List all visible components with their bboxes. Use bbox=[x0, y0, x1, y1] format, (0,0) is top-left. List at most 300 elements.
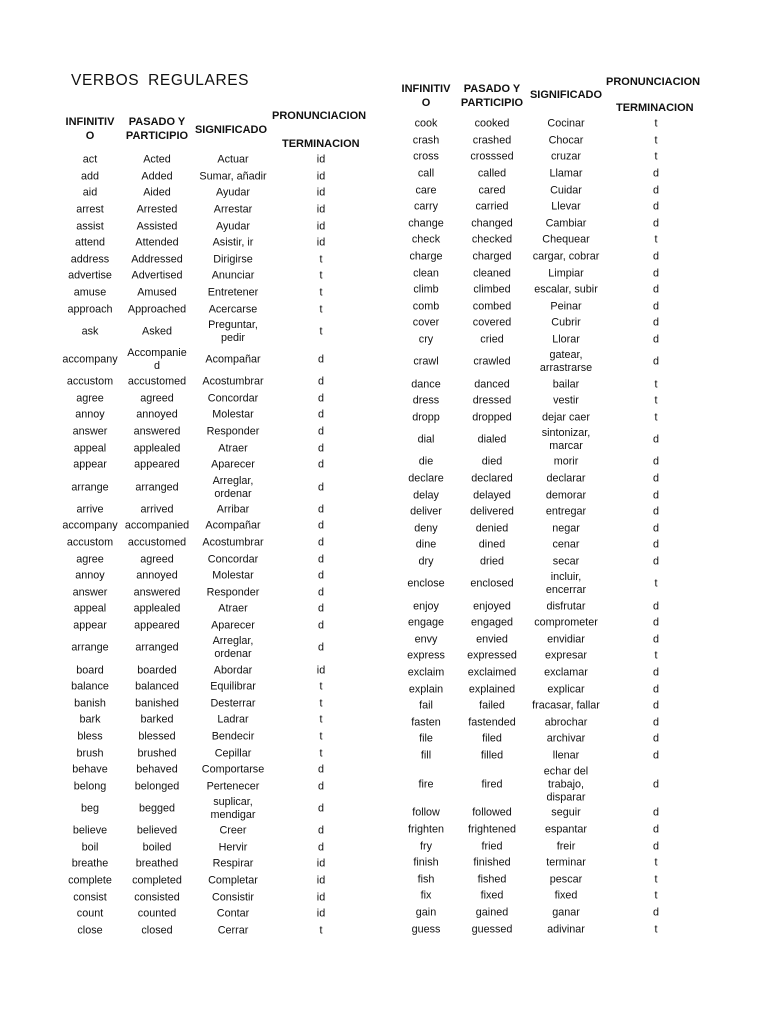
cell-infinitive: believe bbox=[72, 824, 108, 837]
cell-pronunciation: t bbox=[319, 303, 323, 316]
cell-meaning: explicar bbox=[547, 683, 585, 696]
cell-past-participle: arranged bbox=[135, 641, 179, 654]
table-row bbox=[390, 714, 768, 731]
cell-past-participle: fixed bbox=[480, 889, 504, 902]
cell-infinitive: agree bbox=[76, 392, 104, 405]
cell-meaning: disfrutar bbox=[546, 600, 586, 613]
cell-meaning: Cuidar bbox=[550, 184, 582, 197]
cell-pronunciation: t bbox=[654, 394, 658, 407]
cell-pronunciation: d bbox=[652, 716, 660, 729]
cell-infinitive: frighten bbox=[407, 823, 445, 836]
table-row bbox=[390, 471, 768, 488]
table-row bbox=[0, 502, 390, 519]
cell-infinitive: crawl bbox=[413, 355, 439, 368]
cell-pronunciation: d bbox=[652, 666, 660, 679]
cell-pronunciation: t bbox=[654, 134, 658, 147]
table-row bbox=[390, 393, 768, 410]
cell-past-participle: dressed bbox=[472, 394, 512, 407]
cell-pronunciation: d bbox=[317, 425, 325, 438]
cell-meaning: Acostumbrar bbox=[202, 536, 264, 549]
cell-meaning: Cepillar bbox=[214, 747, 252, 760]
table-row bbox=[0, 662, 390, 679]
cell-past-participle: closed bbox=[141, 924, 173, 937]
cell-meaning: cenar bbox=[552, 538, 580, 551]
cell-meaning: escalar, subir bbox=[534, 283, 598, 296]
table-row bbox=[0, 778, 390, 795]
header-meaning: SIGNIFICADO bbox=[194, 124, 268, 136]
cell-past-participle: Asked bbox=[141, 325, 173, 338]
cell-past-participle: guessed bbox=[471, 923, 513, 936]
cell-infinitive: finish bbox=[413, 856, 439, 869]
cell-past-participle: barked bbox=[140, 713, 174, 726]
table-row bbox=[0, 218, 390, 235]
cell-past-participle: fished bbox=[477, 873, 507, 886]
cell-past-participle: answered bbox=[133, 425, 181, 438]
cell-infinitive: appear bbox=[73, 619, 107, 632]
cell-past-participle: Accompanie d bbox=[127, 346, 187, 372]
table-row bbox=[0, 634, 390, 662]
table-row bbox=[390, 805, 768, 822]
table-row bbox=[390, 166, 768, 183]
cell-meaning: Aparecer bbox=[211, 458, 255, 471]
cell-past-participle: belonged bbox=[134, 780, 180, 793]
cell-meaning: Chocar bbox=[548, 134, 584, 147]
cell-meaning: Atraer bbox=[218, 602, 248, 615]
cell-meaning: seguir bbox=[551, 806, 581, 819]
cell-past-participle: cried bbox=[480, 333, 504, 346]
cell-pronunciation: d bbox=[652, 806, 660, 819]
cell-meaning: fixed bbox=[554, 889, 578, 902]
cell-meaning: Cubrir bbox=[551, 316, 581, 329]
table-row bbox=[0, 407, 390, 424]
cell-infinitive: attend bbox=[74, 236, 106, 249]
cell-past-participle: declared bbox=[471, 472, 513, 485]
cell-meaning: Pertenecer bbox=[206, 780, 260, 793]
cell-infinitive: fill bbox=[420, 749, 432, 762]
table-row bbox=[0, 169, 390, 186]
cell-meaning: Actuar bbox=[217, 153, 249, 166]
cell-infinitive: accustom bbox=[66, 375, 114, 388]
cell-infinitive: fish bbox=[417, 873, 435, 886]
cell-past-participle: fastended bbox=[468, 716, 516, 729]
cell-infinitive: accompany bbox=[62, 519, 118, 532]
cell-pronunciation: d bbox=[317, 569, 325, 582]
cell-infinitive: fire bbox=[418, 778, 434, 791]
table-row bbox=[390, 855, 768, 872]
cell-past-participle: Acted bbox=[143, 153, 171, 166]
table-row bbox=[390, 199, 768, 216]
cell-pronunciation: t bbox=[654, 577, 658, 590]
cell-pronunciation: t bbox=[319, 286, 323, 299]
cell-past-participle: appeared bbox=[134, 458, 180, 471]
cell-pronunciation: d bbox=[317, 481, 325, 493]
cell-pronunciation: t bbox=[654, 889, 658, 902]
header-ending: TERMINACION bbox=[616, 102, 694, 114]
cell-pronunciation: t bbox=[654, 923, 658, 936]
cell-infinitive: assist bbox=[76, 220, 104, 233]
cell-meaning: vestir bbox=[553, 394, 579, 407]
cell-pronunciation: t bbox=[319, 730, 323, 743]
cell-infinitive: appeal bbox=[73, 602, 107, 615]
header-ending: TERMINACION bbox=[282, 138, 360, 150]
cell-meaning: Cerrar bbox=[217, 924, 249, 937]
table-body bbox=[390, 116, 768, 938]
cell-meaning: fracasar, fallar bbox=[532, 699, 600, 712]
cell-past-participle: accompanied bbox=[124, 519, 190, 532]
cell-infinitive: check bbox=[411, 233, 441, 246]
cell-meaning: freir bbox=[556, 840, 576, 853]
table-row bbox=[390, 376, 768, 393]
table-row bbox=[0, 618, 390, 635]
cell-meaning: exclamar bbox=[544, 666, 588, 679]
cell-pronunciation: t bbox=[654, 150, 658, 163]
cell-infinitive: bark bbox=[79, 713, 101, 726]
cell-infinitive: enjoy bbox=[413, 600, 439, 613]
cell-infinitive: appeal bbox=[73, 442, 107, 455]
cell-meaning: entregar bbox=[545, 505, 587, 518]
cell-past-participle: crawled bbox=[473, 355, 511, 368]
cell-infinitive: add bbox=[80, 170, 100, 183]
table-row bbox=[390, 921, 768, 938]
cell-infinitive: act bbox=[82, 153, 98, 166]
table-row bbox=[390, 698, 768, 715]
table-row bbox=[0, 318, 390, 346]
cell-pronunciation: t bbox=[319, 713, 323, 726]
cell-past-participle: enjoyed bbox=[473, 600, 511, 613]
cell-infinitive: consist bbox=[73, 891, 107, 904]
cell-infinitive: gain bbox=[415, 906, 437, 919]
table-row bbox=[0, 601, 390, 618]
cell-past-participle: engaged bbox=[470, 616, 514, 629]
cell-infinitive: amuse bbox=[73, 286, 107, 299]
cell-past-participle: Addressed bbox=[131, 253, 183, 266]
cell-meaning: Abordar bbox=[213, 664, 253, 677]
cell-infinitive: aid bbox=[82, 186, 98, 199]
cell-infinitive: behave bbox=[72, 763, 108, 776]
cell-infinitive: dropp bbox=[412, 411, 440, 424]
cell-pronunciation: d bbox=[652, 316, 660, 329]
cell-meaning: Cocinar bbox=[547, 117, 585, 130]
cell-meaning: Anunciar bbox=[211, 269, 255, 282]
cell-meaning: terminar bbox=[546, 856, 586, 869]
cell-pronunciation: d bbox=[652, 840, 660, 853]
table-row bbox=[390, 570, 768, 598]
table-row bbox=[0, 551, 390, 568]
cell-meaning: comprometer bbox=[534, 616, 598, 629]
cell-past-participle: failed bbox=[479, 699, 505, 712]
cell-pronunciation: d bbox=[652, 823, 660, 836]
cell-meaning: echar del trabajo, disparar bbox=[543, 765, 589, 804]
cell-pronunciation: id bbox=[316, 907, 326, 920]
cell-infinitive: approach bbox=[67, 303, 113, 316]
cell-past-participle: envied bbox=[476, 633, 508, 646]
cell-meaning: Concordar bbox=[207, 553, 259, 566]
cell-past-participle: answered bbox=[133, 586, 181, 599]
table-row bbox=[390, 888, 768, 905]
cell-pronunciation: d bbox=[652, 778, 660, 791]
cell-pronunciation: d bbox=[317, 503, 325, 516]
cell-meaning: Preguntar, pedir bbox=[208, 318, 258, 344]
cell-past-participle: gained bbox=[475, 906, 509, 919]
table-row bbox=[390, 905, 768, 922]
table-row bbox=[0, 923, 390, 940]
table-row bbox=[390, 149, 768, 166]
cell-infinitive: belong bbox=[73, 780, 107, 793]
cell-past-participle: boarded bbox=[137, 664, 177, 677]
table-row bbox=[0, 440, 390, 457]
cell-meaning: Llevar bbox=[551, 200, 581, 213]
table-row bbox=[0, 285, 390, 302]
cell-pronunciation: d bbox=[652, 489, 660, 502]
cell-past-participle: died bbox=[481, 455, 503, 468]
table-row bbox=[390, 216, 768, 233]
cell-past-participle: cooked bbox=[474, 117, 510, 130]
cell-infinitive: dial bbox=[417, 433, 435, 446]
cell-pronunciation: id bbox=[316, 874, 326, 887]
cell-pronunciation: id bbox=[316, 203, 326, 216]
table-row bbox=[0, 252, 390, 269]
cell-past-participle: delayed bbox=[473, 489, 511, 502]
cell-infinitive: arrange bbox=[71, 481, 109, 493]
cell-infinitive: fry bbox=[420, 840, 432, 853]
cell-infinitive: express bbox=[407, 649, 445, 662]
cell-infinitive: complete bbox=[68, 874, 112, 887]
table-row bbox=[0, 712, 390, 729]
cell-past-participle: brushed bbox=[137, 747, 177, 760]
cell-meaning: Llamar bbox=[549, 167, 583, 180]
cell-infinitive: file bbox=[419, 732, 433, 745]
cell-past-participle: frightened bbox=[467, 823, 517, 836]
cell-pronunciation: d bbox=[652, 200, 660, 213]
cell-infinitive: accustom bbox=[66, 536, 114, 549]
table-row bbox=[0, 889, 390, 906]
cell-meaning: Arreglar, ordenar bbox=[212, 635, 254, 661]
cell-infinitive: explain bbox=[408, 683, 444, 696]
cell-pronunciation: d bbox=[317, 602, 325, 615]
cell-infinitive: dance bbox=[411, 378, 441, 391]
table-row bbox=[390, 348, 768, 376]
cell-meaning: Hervir bbox=[218, 841, 248, 854]
cell-infinitive: enclose bbox=[407, 577, 445, 590]
cell-meaning: bailar bbox=[552, 378, 580, 391]
cell-infinitive: guess bbox=[411, 923, 441, 936]
cell-pronunciation: d bbox=[652, 555, 660, 568]
cell-meaning: Acompañar bbox=[205, 519, 261, 532]
cell-pronunciation: id bbox=[316, 891, 326, 904]
cell-meaning: morir bbox=[553, 455, 579, 468]
table-row bbox=[390, 872, 768, 889]
cell-meaning: cargar, cobrar bbox=[532, 250, 600, 263]
cell-pronunciation: t bbox=[654, 649, 658, 662]
cell-pronunciation: d bbox=[652, 184, 660, 197]
cell-past-participle: counted bbox=[137, 907, 177, 920]
cell-past-participle: Approached bbox=[127, 303, 187, 316]
table-row bbox=[0, 152, 390, 169]
cell-past-participle: accustomed bbox=[127, 375, 187, 388]
cell-past-participle: crosssed bbox=[470, 150, 514, 163]
cell-infinitive: banish bbox=[74, 697, 106, 710]
cell-past-participle: called bbox=[477, 167, 507, 180]
cell-past-participle: filed bbox=[482, 732, 502, 745]
table-row bbox=[0, 185, 390, 202]
table-body bbox=[0, 152, 390, 939]
cell-meaning: abrochar bbox=[544, 716, 588, 729]
cell-meaning: Dirigirse bbox=[213, 253, 253, 266]
cell-infinitive: change bbox=[408, 217, 444, 230]
cell-pronunciation: d bbox=[652, 538, 660, 551]
cell-pronunciation: id bbox=[316, 186, 326, 199]
cell-past-participle: blessed bbox=[138, 730, 176, 743]
cell-past-participle: climbed bbox=[473, 283, 511, 296]
cell-pronunciation: d bbox=[652, 355, 660, 368]
cell-infinitive: comb bbox=[412, 300, 440, 313]
cell-meaning: Acercarse bbox=[208, 303, 258, 316]
cell-past-participle: danced bbox=[474, 378, 510, 391]
cell-meaning: Acostumbrar bbox=[202, 375, 264, 388]
cell-pronunciation: t bbox=[319, 269, 323, 282]
table-row bbox=[0, 391, 390, 408]
cell-pronunciation: id bbox=[316, 170, 326, 183]
cell-meaning: Ladrar bbox=[217, 713, 249, 726]
table-row bbox=[390, 454, 768, 471]
cell-past-participle: balanced bbox=[135, 680, 179, 693]
cell-past-participle: applealed bbox=[133, 602, 181, 615]
header-past-participle: PASADO Y PARTICIPIO bbox=[125, 116, 189, 142]
cell-meaning: adivinar bbox=[547, 923, 585, 936]
cell-infinitive: fasten bbox=[411, 716, 441, 729]
table-row bbox=[390, 265, 768, 282]
header-past-participle: PASADO Y PARTICIPIO bbox=[460, 83, 524, 109]
table-row bbox=[0, 679, 390, 696]
cell-meaning: sintonizar, marcar bbox=[541, 427, 591, 453]
table-row bbox=[390, 249, 768, 266]
table-row bbox=[390, 133, 768, 150]
table-row bbox=[390, 764, 768, 805]
cell-infinitive: arrive bbox=[76, 503, 104, 516]
cell-pronunciation: d bbox=[652, 522, 660, 535]
cell-infinitive: deliver bbox=[410, 505, 442, 518]
cell-meaning: Sumar, añadir bbox=[199, 170, 267, 183]
cell-infinitive: care bbox=[415, 184, 437, 197]
table-row bbox=[0, 695, 390, 712]
cell-infinitive: count bbox=[76, 907, 104, 920]
cell-meaning: dejar caer bbox=[541, 411, 591, 424]
table-row bbox=[390, 299, 768, 316]
cell-pronunciation: t bbox=[319, 697, 323, 710]
cell-meaning: Peinar bbox=[550, 300, 582, 313]
cell-infinitive: annoy bbox=[75, 569, 105, 582]
cell-meaning: Ayudar bbox=[215, 220, 251, 233]
cell-infinitive: declare bbox=[408, 472, 444, 485]
table-row bbox=[0, 424, 390, 441]
cell-infinitive: fail bbox=[419, 699, 433, 712]
cell-past-participle: accustomed bbox=[127, 536, 187, 549]
table-row bbox=[0, 457, 390, 474]
cell-infinitive: cover bbox=[412, 316, 440, 329]
cell-infinitive: dine bbox=[415, 538, 437, 551]
cell-past-participle: cleaned bbox=[473, 267, 511, 280]
cell-past-participle: combed bbox=[472, 300, 512, 313]
cell-infinitive: crash bbox=[412, 134, 440, 147]
cell-pronunciation: d bbox=[317, 392, 325, 405]
cell-past-participle: boiled bbox=[142, 841, 172, 854]
cell-meaning: negar bbox=[552, 522, 580, 535]
table-row bbox=[0, 518, 390, 535]
cell-past-participle: dialed bbox=[477, 433, 507, 446]
cell-pronunciation: d bbox=[652, 267, 660, 280]
table-row bbox=[390, 520, 768, 537]
cell-meaning: archivar bbox=[546, 732, 586, 745]
cell-meaning: pescar bbox=[549, 873, 583, 886]
cell-past-participle: behaved bbox=[136, 763, 178, 776]
cell-pronunciation: d bbox=[652, 455, 660, 468]
cell-meaning: incluir, encerrar bbox=[545, 571, 587, 597]
cell-infinitive: appear bbox=[73, 458, 107, 471]
cell-meaning: Cambiar bbox=[545, 217, 587, 230]
cell-meaning: Llorar bbox=[552, 333, 580, 346]
cell-meaning: Acompañar bbox=[205, 353, 261, 366]
cell-pronunciation: t bbox=[319, 325, 323, 338]
cell-infinitive: die bbox=[418, 455, 434, 468]
cell-past-participle: Added bbox=[141, 170, 173, 183]
cell-infinitive: cross bbox=[413, 150, 439, 163]
cell-meaning: Atraer bbox=[218, 442, 248, 455]
cell-meaning: Ayudar bbox=[215, 186, 251, 199]
cell-past-participle: charged bbox=[472, 250, 512, 263]
cell-meaning: suplicar, mendigar bbox=[210, 796, 256, 821]
table-row bbox=[390, 182, 768, 199]
table-row bbox=[390, 315, 768, 332]
table-row bbox=[0, 268, 390, 285]
table-row bbox=[0, 235, 390, 252]
cell-pronunciation: d bbox=[317, 536, 325, 549]
cell-meaning: Arreglar, ordenar bbox=[212, 474, 254, 500]
cell-infinitive: deny bbox=[414, 522, 438, 535]
cell-infinitive: balance bbox=[71, 680, 109, 693]
cell-pronunciation: t bbox=[319, 253, 323, 266]
cell-past-participle: agreed bbox=[140, 553, 174, 566]
header-meaning: SIGNIFICADO bbox=[529, 89, 603, 101]
table-row bbox=[0, 374, 390, 391]
cell-pronunciation: t bbox=[654, 856, 658, 869]
cell-past-participle: exclaimed bbox=[467, 666, 517, 679]
cell-meaning: Desterrar bbox=[210, 697, 256, 710]
cell-past-participle: followed bbox=[472, 806, 512, 819]
cell-pronunciation: t bbox=[319, 747, 323, 760]
cell-past-participle: fried bbox=[481, 840, 503, 853]
cell-infinitive: carry bbox=[414, 200, 438, 213]
cell-infinitive: fix bbox=[420, 889, 432, 902]
cell-infinitive: cook bbox=[414, 117, 438, 130]
cell-meaning: declarar bbox=[546, 472, 586, 485]
header-pronunciation: PRONUNCIACION bbox=[606, 76, 701, 88]
cell-pronunciation: d bbox=[652, 633, 660, 646]
cell-pronunciation: d bbox=[652, 300, 660, 313]
cell-past-participle: delivered bbox=[470, 505, 514, 518]
cell-meaning: Equilibrar bbox=[210, 680, 256, 693]
cell-pronunciation: d bbox=[652, 333, 660, 346]
cell-pronunciation: d bbox=[317, 763, 325, 776]
cell-past-participle: appeared bbox=[134, 619, 180, 632]
table-row bbox=[390, 537, 768, 554]
cell-pronunciation: d bbox=[317, 841, 325, 854]
cell-past-participle: Attended bbox=[135, 236, 179, 249]
cell-pronunciation: d bbox=[652, 433, 660, 446]
cell-pronunciation: t bbox=[654, 117, 658, 130]
cell-pronunciation: d bbox=[317, 641, 325, 654]
cell-meaning: Bendecir bbox=[211, 730, 255, 743]
table-row bbox=[0, 856, 390, 873]
